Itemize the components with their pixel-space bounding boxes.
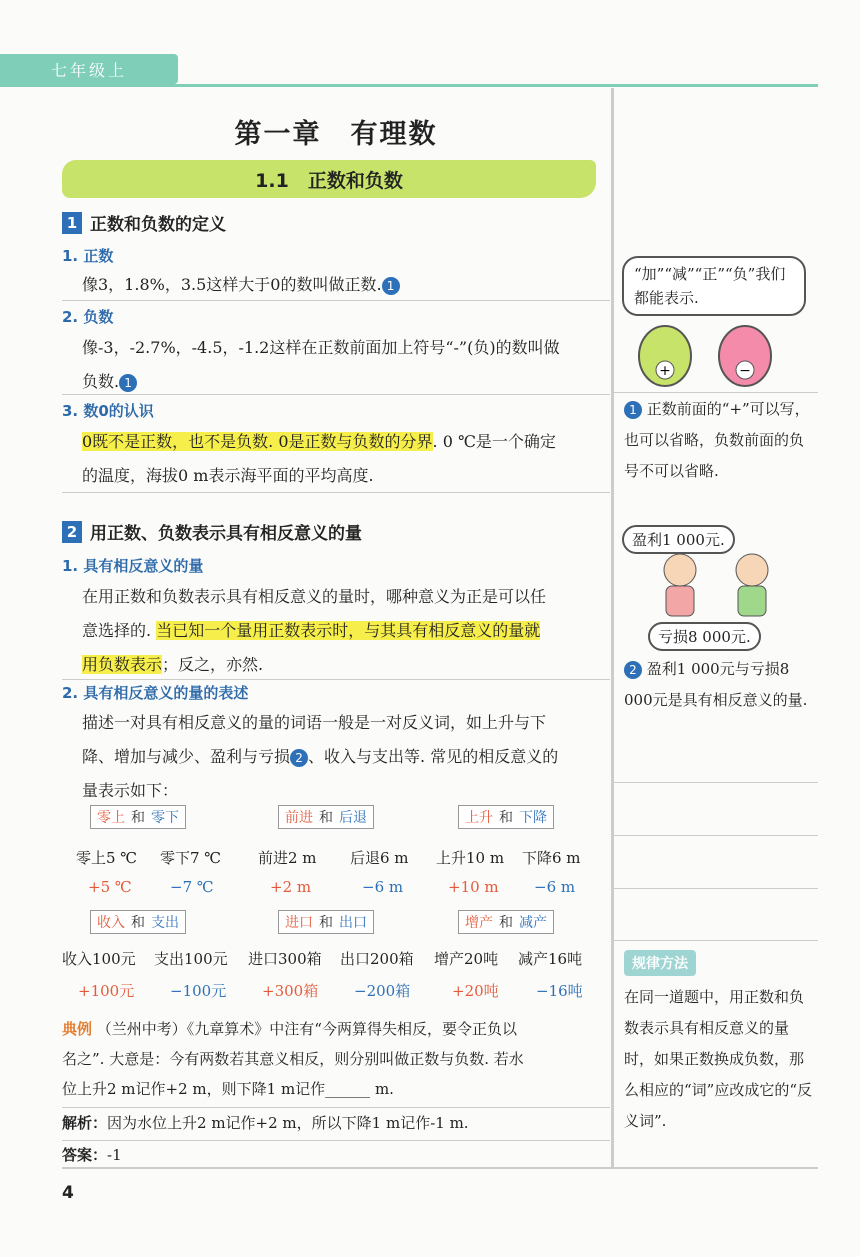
pair-right-value: −100元 (170, 982, 227, 1000)
expression-line1: 描述一对具有相反意义的量的词语一般是一对反义词，如上升与下 (82, 713, 547, 732)
part1-heading (62, 210, 226, 235)
zero-def (82, 425, 602, 493)
opposite-line3a: 用负数表示 (82, 655, 163, 674)
opposite-text (82, 580, 602, 682)
opposite-line2b: 当已知一个量用正数表示时，与其具有相反意义的量就 (156, 621, 541, 640)
example-line1: （兰州中考）《九章算术》中注有“今两算得失相反，要令正负以 (96, 1020, 517, 1038)
pair-right-value: −7 ℃ (170, 878, 214, 896)
expression-line2b: 、收入与支出等. 常见的相反意义的 (308, 747, 559, 766)
zero-def-line2: 的温度，海拔0 m表示海平面的平均高度. (82, 466, 374, 485)
example-label: 典例 (62, 1020, 93, 1038)
pair-group (90, 805, 186, 829)
example-block (62, 1014, 610, 1104)
pair-right-value: −6 m (534, 878, 576, 896)
analysis-label: 解析： (62, 1114, 108, 1132)
pair-left-value: +5 ℃ (88, 878, 132, 896)
positive-def (82, 268, 602, 302)
note-marker-1: 1 (382, 277, 400, 295)
subheading-positive: 1. 正数 (62, 247, 114, 265)
pair-label: 上升 和 下降 (458, 805, 554, 829)
pair-right: 出口200箱 (340, 950, 414, 968)
pairs-row-2 (62, 910, 610, 1010)
note-marker-2: 2 (290, 749, 308, 767)
speech-bubble-loss: 亏损8 000元. (648, 622, 761, 651)
part2-heading (62, 519, 362, 544)
pair-left: 进口300箱 (248, 950, 322, 968)
part2-number: 2 (62, 521, 82, 543)
svg-text:−: − (739, 363, 751, 379)
sidenote-2 (624, 654, 818, 716)
analysis (62, 1108, 610, 1138)
pair-left-value: +300箱 (262, 982, 319, 1000)
pair-left: 前进2 m (258, 849, 317, 867)
pair-right: 零下7 ℃ (160, 849, 222, 867)
example-line2: 名之”. 大意是：今有两数若其意义相反，则分别叫做正数与负数. 若水 (62, 1050, 524, 1068)
negative-def (82, 331, 602, 399)
speech-bubble-profit: 盈利1 000元. (622, 525, 735, 554)
negative-def-line2: 负数. (82, 372, 120, 391)
section-banner (62, 160, 596, 198)
part1-number: 1 (62, 212, 82, 234)
expression-line2a: 降、增加与减少、盈利与亏损 (82, 747, 291, 766)
column-divider (611, 88, 614, 1168)
pair-group (458, 805, 554, 829)
pair-right: 减产16吨 (518, 950, 583, 968)
pair-right-value: −6 m (362, 878, 404, 896)
part2-title: 用正数、负数表示具有相反意义的量 (90, 524, 362, 544)
pair-group (278, 910, 374, 934)
svg-text:+: + (659, 363, 671, 379)
plus-minus-mascots-icon (630, 318, 780, 390)
pair-label: 收入 和 支出 (90, 910, 186, 934)
pair-left-value: +20吨 (452, 982, 499, 1000)
subheading-zero: 3. 数0的认识 (62, 402, 154, 420)
pair-left-value: +10 m (448, 878, 499, 896)
sidenote-marker-1: 1 (624, 401, 642, 419)
pair-left: 收入100元 (62, 950, 136, 968)
pair-right: 支出100元 (154, 950, 228, 968)
two-boys-illustration-icon (640, 548, 790, 620)
page-number: 4 (62, 1183, 74, 1203)
expression-text (82, 706, 602, 808)
answer-text: -1 (107, 1146, 122, 1164)
pair-right: 后退6 m (350, 849, 409, 867)
pair-label: 前进 和 后退 (278, 805, 374, 829)
opposite-line3b: ；反之，亦然. (162, 655, 264, 674)
pair-right-value: −200箱 (354, 982, 411, 1000)
pair-left: 上升10 m (436, 849, 505, 867)
pair-group (90, 910, 186, 934)
pair-left-value: +2 m (270, 878, 312, 896)
pair-group (458, 910, 554, 934)
pair-label: 进口 和 出口 (278, 910, 374, 934)
subheading-opposite: 1. 具有相反意义的量 (62, 557, 204, 575)
pair-left: 增产20吨 (434, 950, 499, 968)
expression-line3: 量表示如下： (82, 781, 179, 800)
pair-left: 零上5 ℃ (76, 849, 138, 867)
pair-label: 零上 和 零下 (90, 805, 186, 829)
sidenote-2-text: 盈利1 000元与亏损8 000元是具有相反意义的量. (624, 660, 808, 709)
zero-def-rest: . 0 ℃是一个确定 (432, 432, 556, 451)
positive-def-text: 像3，1.8%，3.5这样大于0的数叫做正数. (82, 275, 382, 294)
answer (62, 1140, 610, 1170)
pairs-row-1 (62, 805, 610, 905)
opposite-line1: 在用正数和负数表示具有相反意义的量时，哪种意义为正是可以任 (82, 587, 547, 606)
sidenote-marker-2: 2 (624, 661, 642, 679)
subheading-expression: 2. 具有相反意义的量的表述 (62, 684, 249, 702)
subheading-negative: 2. 负数 (62, 308, 114, 326)
answer-label: 答案： (62, 1146, 108, 1164)
grade-tag: 七年级上 (0, 54, 178, 84)
negative-def-line1: 像-3，-2.7%，-4.5，-1.2这样在正数前面加上符号“-”(负)的数叫做 (82, 338, 560, 357)
bottom-rule (62, 1167, 818, 1169)
section-banner-text: 1.1 正数和负数 (255, 169, 403, 192)
zero-def-highlight: 0既不是正数，也不是负数. 0是正数与负数的分界 (82, 432, 433, 451)
pair-group (278, 805, 374, 829)
analysis-text: 因为水位上升2 m记作+2 m，所以下降1 m记作-1 m. (107, 1114, 469, 1132)
part1-title: 正数和负数的定义 (90, 215, 226, 235)
chapter-title: 第一章 有理数 (234, 119, 438, 150)
sidenote-1 (624, 394, 818, 487)
pair-right: 下降6 m (522, 849, 581, 867)
top-rule (0, 84, 818, 87)
pair-label: 增产 和 减产 (458, 910, 554, 934)
method-text: 在同一道题中，用正数和负数表示具有相反意义的量时，如果正数换成负数，那么相应的“词”应改成它的“反义词”. (624, 988, 813, 1130)
sidenote-1-text: 正数前面的“+”可以写，也可以省略，负数前面的负号不可以省略. (624, 400, 810, 480)
note-marker-1b: 1 (119, 374, 137, 392)
speech-bubble-1: “加”“减”“正”“负”我们都能表示. (622, 256, 806, 316)
pair-left-value: +100元 (78, 982, 135, 1000)
opposite-line2a: 意选择的. (82, 621, 157, 640)
example-line3: 位上升2 m记作+2 m，则下降1 m记作______ m. (62, 1080, 394, 1098)
pair-right-value: −16吨 (536, 982, 583, 1000)
method-tag: 规律方法 (624, 950, 696, 976)
